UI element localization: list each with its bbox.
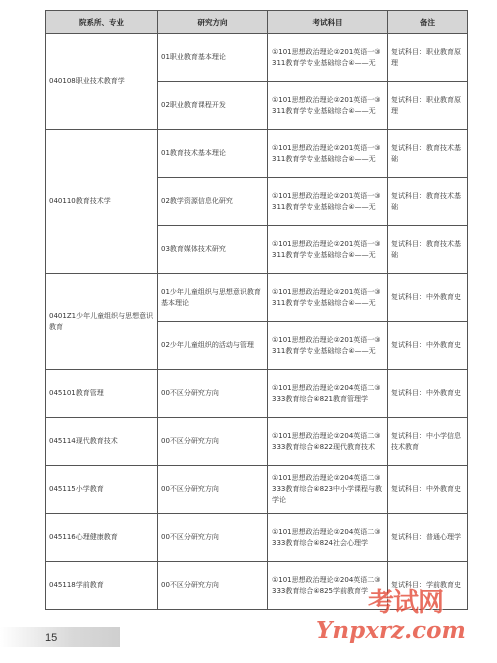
exam-cell: ①101思想政治理论②201英语一③311教育学专业基础综合④——无 xyxy=(268,34,388,82)
header-direction: 研究方向 xyxy=(158,11,268,34)
program-cell: 040108职业技术教育学 xyxy=(46,34,158,130)
table-row xyxy=(46,34,468,82)
program-cell: 045118学前教育 xyxy=(46,562,158,610)
exam-cell: ①101思想政治理论②201英语一③311教育学专业基础综合④——无 xyxy=(268,130,388,178)
exam-cell: ①101思想政治理论②201英语一③311教育学专业基础综合④——无 xyxy=(268,226,388,274)
exam-cell: ①101思想政治理论②204英语二③333教育综合④824社会心理学 xyxy=(268,514,388,562)
direction-cell: 02职业教育课程开发 xyxy=(158,82,268,130)
program-cell: 040110教育技术学 xyxy=(46,130,158,274)
direction-cell: 02少年儿童组织的活动与管理 xyxy=(158,322,268,370)
program-cell: 045101教育管理 xyxy=(46,370,158,418)
table-body xyxy=(46,34,468,610)
page-number: 15 xyxy=(45,632,58,644)
header-note: 备注 xyxy=(388,11,468,34)
note-cell: 复试科目：教育技术基础 xyxy=(388,130,468,178)
note-cell: 复试科目：职业教育原理 xyxy=(388,34,468,82)
note-cell: 复试科目：教育技术基础 xyxy=(388,178,468,226)
program-cell: 0401Z1少年儿童组织与思想意识教育 xyxy=(46,274,158,370)
note-cell: 复试科目：普通心理学 xyxy=(388,514,468,562)
direction-cell: 03教育媒体技术研究 xyxy=(158,226,268,274)
note-cell: 复试科目：职业教育原理 xyxy=(388,82,468,130)
exam-cell: ①101思想政治理论②204英语二③333教育综合④825学前教育学 xyxy=(268,562,388,610)
note-cell: 复试科目：中外教育史 xyxy=(388,322,468,370)
direction-cell: 00不区分研究方向 xyxy=(158,514,268,562)
direction-cell: 01少年儿童组织与思想意识教育基本理论 xyxy=(158,274,268,322)
table-row xyxy=(46,466,468,514)
header-exam: 考试科目 xyxy=(268,11,388,34)
table-row xyxy=(46,418,468,466)
exam-cell: ①101思想政治理论②204英语二③333教育综合④822现代教育技术 xyxy=(268,418,388,466)
exam-cell: ①101思想政治理论②204英语二③333教育综合④821教育管理学 xyxy=(268,370,388,418)
table-row xyxy=(46,130,468,178)
program-cell: 045116心理健康教育 xyxy=(46,514,158,562)
footer-bar xyxy=(0,627,120,647)
direction-cell: 00不区分研究方向 xyxy=(158,418,268,466)
table-row xyxy=(46,370,468,418)
exam-cell: ①101思想政治理论②201英语一③311教育学专业基础综合④——无 xyxy=(268,82,388,130)
direction-cell: 00不区分研究方向 xyxy=(158,370,268,418)
direction-cell: 02教学资源信息化研究 xyxy=(158,178,268,226)
watermark-logo: 考试网 xyxy=(368,588,444,618)
direction-cell: 01教育技术基本理论 xyxy=(158,130,268,178)
note-cell: 复试科目：中外教育史 xyxy=(388,370,468,418)
program-cell: 045115小学教育 xyxy=(46,466,158,514)
header-row xyxy=(46,11,468,34)
table-row xyxy=(46,274,468,322)
exam-cell: ①101思想政治理论②204英语二③333教育综合④823中小学课程与教学论 xyxy=(268,466,388,514)
watermark-url: Ynpxrz.com xyxy=(316,617,466,644)
exam-cell: ①101思想政治理论②201英语一③311教育学专业基础综合④——无 xyxy=(268,178,388,226)
exam-cell: ①101思想政治理论②201英语一③311教育学专业基础综合④——无 xyxy=(268,274,388,322)
direction-cell: 00不区分研究方向 xyxy=(158,562,268,610)
note-cell: 复试科目：中外教育史 xyxy=(388,274,468,322)
table-row xyxy=(46,514,468,562)
note-cell: 复试科目：中小学信息技术教育 xyxy=(388,418,468,466)
exam-cell: ①101思想政治理论②201英语一③311教育学专业基础综合④——无 xyxy=(268,322,388,370)
program-cell: 045114现代教育技术 xyxy=(46,418,158,466)
note-cell: 复试科目：学前教育史 xyxy=(388,562,468,610)
direction-cell: 01职业教育基本理论 xyxy=(158,34,268,82)
admissions-table xyxy=(45,10,468,610)
note-cell: 复试科目：中外教育史 xyxy=(388,466,468,514)
note-cell: 复试科目：教育技术基础 xyxy=(388,226,468,274)
direction-cell: 00不区分研究方向 xyxy=(158,466,268,514)
header-program: 院系所、专业 xyxy=(46,11,158,34)
